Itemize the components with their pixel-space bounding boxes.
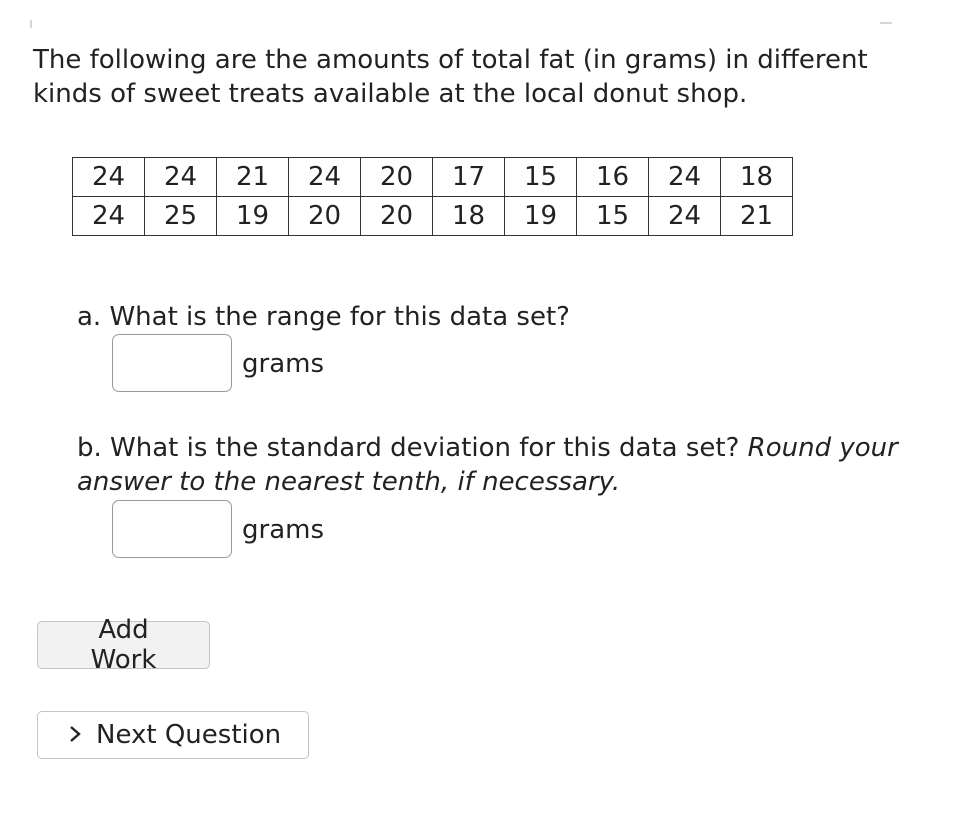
data-table-cell: 19 (217, 197, 289, 236)
next-question-label: Next Question (96, 720, 282, 750)
data-table-cell: 21 (721, 197, 793, 236)
chevron-right-icon (68, 723, 82, 747)
data-table-cell: 24 (649, 158, 721, 197)
data-table-cell: 18 (721, 158, 793, 197)
data-table-cell: 20 (361, 158, 433, 197)
data-table-cell: 20 (361, 197, 433, 236)
data-table-cell: 24 (649, 197, 721, 236)
data-table-cell: 24 (73, 197, 145, 236)
next-question-button[interactable] (37, 711, 309, 759)
data-table-row (73, 158, 793, 197)
data-table-cell: 15 (505, 158, 577, 197)
data-table-cell: 18 (433, 197, 505, 236)
data-table-cell: 17 (433, 158, 505, 197)
corner-mark-left (30, 20, 32, 28)
corner-mark-right (880, 22, 892, 24)
data-table (72, 157, 793, 236)
question-b-instruction: Round your answer to the nearest tenth, if necessary. (77, 433, 898, 497)
question-b (77, 431, 937, 499)
data-table-cell: 24 (289, 158, 361, 197)
data-table-cell: 21 (217, 158, 289, 197)
problem-intro: The following are the amounts of total fat (in grams) in different kinds of sweet treats available at the local donut shop. (33, 45, 868, 109)
range-unit-label: grams (242, 349, 324, 379)
data-table-cell: 25 (145, 197, 217, 236)
add-work-button[interactable]: Add Work (37, 621, 210, 669)
data-table-cell: 19 (505, 197, 577, 236)
range-answer-input[interactable] (112, 334, 232, 392)
data-table-cell: 24 (73, 158, 145, 197)
data-table-cell: 24 (145, 158, 217, 197)
data-table-cell: 20 (289, 197, 361, 236)
std-dev-unit-label: grams (242, 515, 324, 545)
data-table-row (73, 197, 793, 236)
data-table-cell: 16 (577, 158, 649, 197)
question-b-text: b. What is the standard deviation for this data set? (77, 433, 740, 463)
data-table-cell: 15 (577, 197, 649, 236)
std-dev-answer-input[interactable] (112, 500, 232, 558)
question-a: a. What is the range for this data set? (77, 302, 570, 332)
data-table-body (73, 158, 793, 236)
